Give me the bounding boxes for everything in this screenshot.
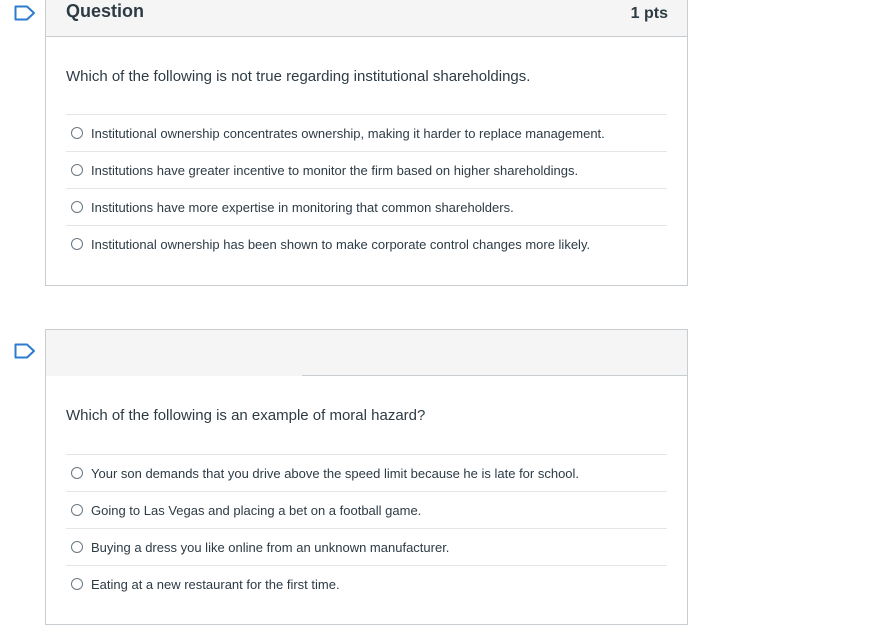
answer-option[interactable]	[66, 188, 667, 225]
question-header	[46, 330, 687, 376]
flag-question-icon[interactable]	[14, 5, 36, 21]
answer-label: Institutional ownership concentrates ownership, making it harder to replace management.	[91, 125, 605, 141]
answer-label: Buying a dress you like online from an unknown manufacturer.	[91, 539, 450, 555]
radio-button[interactable]	[71, 541, 83, 553]
answer-option[interactable]	[66, 151, 667, 188]
radio-button[interactable]	[71, 578, 83, 590]
answer-option[interactable]	[66, 114, 667, 151]
question-title: Question	[66, 1, 145, 21]
answer-label: Institutions have greater incentive to monitor the firm based on higher shareholdings.	[91, 162, 579, 178]
answer-label: Going to Las Vegas and placing a bet on a football game.	[91, 502, 422, 518]
flag-question-icon[interactable]	[14, 343, 36, 359]
answer-label: Eating at a new restaurant for the first time.	[91, 576, 340, 592]
radio-button[interactable]	[71, 238, 83, 250]
question-body	[46, 37, 687, 262]
question-text: Which of the following is an example of moral hazard?	[66, 407, 426, 424]
answer-label: Institutional ownership has been shown to make corporate control changes more likely.	[91, 236, 591, 252]
answer-label: Your son demands that you drive above the speed limit because he is late for school.	[91, 465, 580, 481]
question-header	[46, 0, 687, 37]
answer-label: Institutions have more expertise in monitoring that common shareholders.	[91, 199, 514, 215]
answer-option[interactable]	[66, 565, 667, 602]
radio-button[interactable]	[71, 467, 83, 479]
question-text: Which of the following is not true regarding institutional shareholdings.	[66, 68, 531, 85]
answer-option[interactable]	[66, 491, 667, 528]
question-points: 1 pts	[630, 5, 668, 22]
question-card-2	[45, 329, 688, 625]
question-body	[46, 376, 687, 602]
radio-button[interactable]	[71, 164, 83, 176]
radio-button[interactable]	[71, 127, 83, 139]
radio-button[interactable]	[71, 201, 83, 213]
question-card-1	[45, 0, 688, 286]
radio-button[interactable]	[71, 504, 83, 516]
answer-option[interactable]	[66, 528, 667, 565]
answer-option[interactable]	[66, 225, 667, 262]
answer-list	[66, 454, 667, 602]
answer-list	[66, 114, 667, 262]
answer-option[interactable]	[66, 454, 667, 491]
